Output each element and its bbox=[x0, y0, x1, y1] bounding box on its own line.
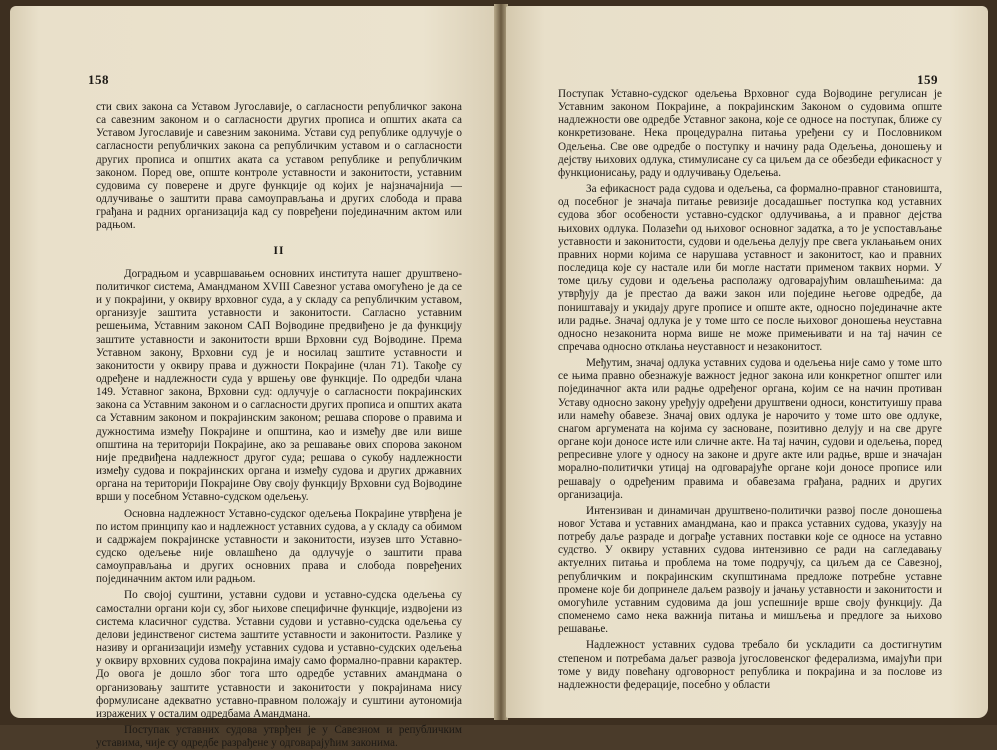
paragraph: Поступак Уставно-судског одељења Врховног суда Војводине регулисан је Уставним законом Покрајине, а покрајинским Законом о судовима опште надлежности ове одредбе Уставног закона, које се односе на поступак, ближе су конкретизоване. Нека процедурална питања уређени су и Пословником Одељења. Све ове одредбе о поступку и начину рада Одељења, доношењу и дејству њихових одлука, стимулисане су са циљем да се обезбеди ефикасност у функционисању, раду и одлучивању Одељења. bbox=[558, 88, 942, 179]
page-number-right: 159 bbox=[917, 72, 938, 87]
paragraph: Међутим, значај одлука уставних судова и одељења није само у томе што се њима правно обезнажује важност једног закона или конкретног општег или појединачног акта или радње одређеног органа, којим се на начин противан Уставу односно закону уређују одређени друштвени односи, конституишу права или намећу обавезе. Значај ових одлука је нарочито у томе што ове одлуке, снагом аргумената на којима су засноване, позитивно делују и на све друге органе који доносе исте или сличне акте. На тај начин, судови и одељења, поред репресивне улоге у односу на законе и друге акте или радње, врше и значајан морално-политички утицај на одговарајуће органе који доносе прописе или решавају о одређеним правима и обавезама грађана, радних и других организација. bbox=[558, 357, 942, 501]
paragraph: За ефикасност рада судова и одељења, са формално-правног становишта, од посебног је значаја питање ревизије досадашњег поступка код уставних судова због особености уставно-судског одлучивања, а и правног дејства њихових одлука. Полазећи од њиховог основног задатка, а то је успостављање уставности и законитости, судови и одељења делују пре свега уклањањем оних правних норми којима се нарушава уставност и законитост, као и правних последица које су настале или би могле настати применом таквих норми. У томе циљу судови и одељења располажу одговарајућим овлашћењима: да утврђују да је престао да важи закон или поједине његове одредбе, да поништавају и укидају друге прописе и опште акте, односно појединачне акте или радње. Значај одлука је у томе што се после њиховог доношења неуставна односно незаконита норма више не може примењивати и на тај начин се спречава односно отклања неуставност и незаконитост. bbox=[558, 183, 942, 353]
left-page-text bbox=[96, 101, 462, 750]
paragraph: Основна надлежност Уставно-судског одељења Покрајине утврђена је по истом принципу као и надлежност уставних судова, а у складу са обимом и садржајем покрајинске уставности и законитости, изузев што Уставно-судско одељење није овлашћено да одлучује о заштити права самоуправљања и других основних права и слобода повређених појединачним актом или радњом. bbox=[96, 507, 462, 586]
paragraph: Доградњом и усавршавањем основних института нашег друштвено-политичког система, Амандманом XVIII Савезног устава омогућено је да се и у покрајини, у оквиру врховног суда, а у складу са републичким уставом, организује заштита уставности и законитости. Сагласно уставним решењима, Уставним законом САП Војводине предвиђено је да функцију заштите уставности и законитости врши Врховни суд Војводине. Према Уставном закону, Врховни суд је и носилац заштите уставности и законитости у оквиру права и дужности Покрајине (члан 71). Такође су одређене и надлежности суда у вршењу ове функције. По одредби члана 149. Уставног закона, Врховни суд: одлучује о сагласности покрајинских закона са Уставним законом и о сагласности других прописа и општих аката са Уставним законом и покрајинским законом; решава спорове о правима и дужностима између Покрајине и општина, као и између две или више општина на територији Покрајине, ако за решавање ових спорова законом није предвиђена надлежност другог суда; решава о сукобу надлежности између судова и покрајинских органа и између судова и других државних органа на територији Покрајине Ову своју функцију Врховни суд Војводине врши у посебном Уставно-судском одељењу. bbox=[96, 267, 462, 504]
paragraph: Надлежност уставних судова требало би ускладити са достигнутим степеном и потребама даљег развоја југословенског федерализма, имајући при томе у виду повећану одговорност република и покрајина и за послове из надлежности федерације, посебно у области bbox=[558, 639, 942, 691]
paragraph: Интензиван и динамичан друштвено-политички развој после доношења новог Устава и уставних амандмана, као и пракса уставних судова, указују на потребу даље разраде и дограђе уставних поставки које се односе на уставно судство. У оквиру уставних судова интензивно се ради на сагледавању актуелних питања и проблема на томе подручју, са циљем да се Савезној, републичким и покрајинским скупштинама предложе потребне уставне промене које би допринеле даљем развоју и јачању уставности и законитости и омогућиле уставним судовима да још успешније врше своју функцију. Да споменемо само нека важнија питања и мишљења и предлоге за њихово решавање. bbox=[558, 504, 942, 636]
paragraph: Поступак уставних судова утврђен је у Савезном и републичким уставима, чије су одредбе разрађене у одговарајућим законима. bbox=[96, 724, 462, 750]
right-page bbox=[506, 6, 988, 718]
section-heading: II bbox=[273, 244, 285, 257]
page-number-left: 158 bbox=[88, 72, 109, 87]
left-page bbox=[10, 6, 496, 750]
right-page-text bbox=[558, 88, 942, 692]
paragraph: По својој суштини, уставни судови и уставно-судска одељења су самостални органи који су, због њихове специфичне функције, издвојени из система класичног судства. Уставни судови и уставно-судска одељења су делови јединственог система заштите уставности и законитости. Разлике у називу и организацији између уставних судова и уставно-судских одељења у оквиру врховних судова покрајина имају само формално-правни карактер. До овога је дошло због тога што одредбе уставних амандмана о организовању заштите уставности и законитости у покрајинама нису формулисане адекватно уставно-правном положају и суштини аутономија изражених у осталим одредбама Амандмана. bbox=[96, 589, 462, 720]
paragraph: сти свих закона са Уставом Југославије, о сагласности републичког закона са савезним законом и о сагласности других прописа и општих аката са Уставом Југославије и савезним законима. Устави суд републике одлучује о сагласности републичких закона са републичким уставом и о сагласности других прописа и општих аката са уставом републике и републичким законом. Поред ове, опште контроле уставности и законитости, уставним судовима су поверене и друге функције од којих је најзначајнија — одлучивање о заштити права самоуправљања и других слобода и права грађана и радних организација кад су повређени појединачним актом или радњом. bbox=[96, 101, 462, 232]
